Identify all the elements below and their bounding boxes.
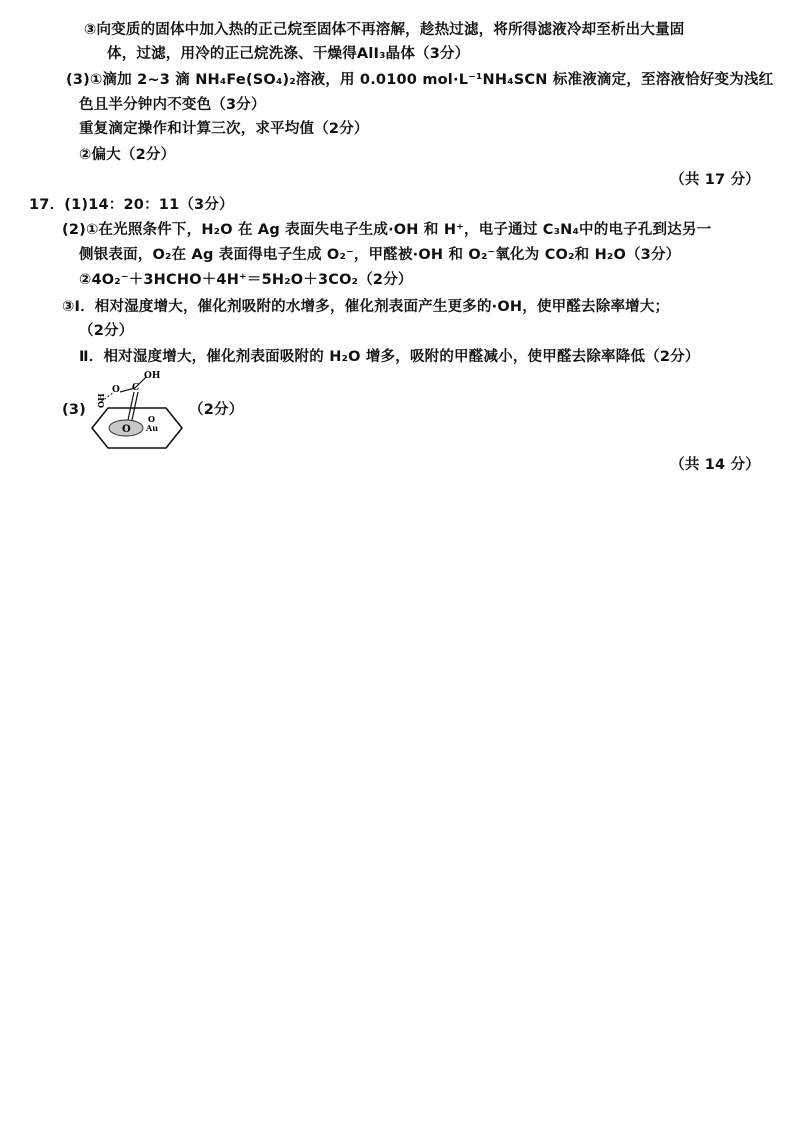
oxygen-center-label: O <box>122 424 131 435</box>
adsorption-diagram <box>84 368 184 453</box>
oh-top-label: OH <box>144 371 161 381</box>
oxygen-left-label: O <box>112 385 120 395</box>
q16-line-1: ③向变质的固体中加入热的正己烷至固体不再溶解，趁热过滤，将所得滤液冷却至析出大量固 <box>84 22 685 38</box>
q17-part3-score: （2分） <box>189 402 244 418</box>
q16-line-4: 色且半分钟内不变色（3分） <box>79 97 266 113</box>
q17-line-2: (2)①在光照条件下，H₂O 在 Ag 表面失电子生成·OH 和 H⁺，电子通过 C₃N₄中的电子孔到达另一 <box>62 222 712 238</box>
carbon-label: C <box>132 383 140 393</box>
q17-total-score: （共 14 分） <box>670 457 760 473</box>
q17-line-1: 17．(1)14：20：11（3分） <box>29 197 234 213</box>
oxygen-au-label: O <box>148 414 155 424</box>
q17-line-4: ②4O₂⁻＋3HCHO＋4H⁺＝5H₂O＋3CO₂（2分） <box>79 272 413 288</box>
gold-label: Au <box>146 423 159 433</box>
q17-line-5: ③Ⅰ．相对湿度增大，催化剂吸附的水增多，催化剂表面产生更多的·OH，使甲醛去除率增大； <box>62 299 670 315</box>
q17-part3-label: (3) <box>62 402 86 418</box>
q16-total-score: （共 17 分） <box>670 172 760 188</box>
q16-line-3: (3)①滴加 2~3 滴 NH₄Fe(SO₄)₂溶液，用 0.0100 mol·L⁻¹NH₄SCN 标准液滴定，至溶液恰好变为浅红 <box>66 72 774 88</box>
q17-line-6: （2分） <box>79 323 134 339</box>
q16-line-6: ②偏大（2分） <box>79 147 176 163</box>
q16-line-2: 体，过滤，用冷的正己烷洗涤、干燥得AlI₃晶体（3分） <box>107 46 470 62</box>
oh-side-label: OH <box>96 393 106 408</box>
q17-line-7: Ⅱ．相对湿度增大，催化剂表面吸附的 H₂O 增多，吸附的甲醛减小，使甲醛去除率降低（2分） <box>79 349 700 365</box>
q16-line-5: 重复滴定操作和计算三次，求平均值（2分） <box>79 121 369 137</box>
q17-line-3: 侧银表面，O₂在 Ag 表面得电子生成 O₂⁻，甲醛被·OH 和 O₂⁻氧化为 CO₂和 H₂O（3分） <box>79 247 681 263</box>
